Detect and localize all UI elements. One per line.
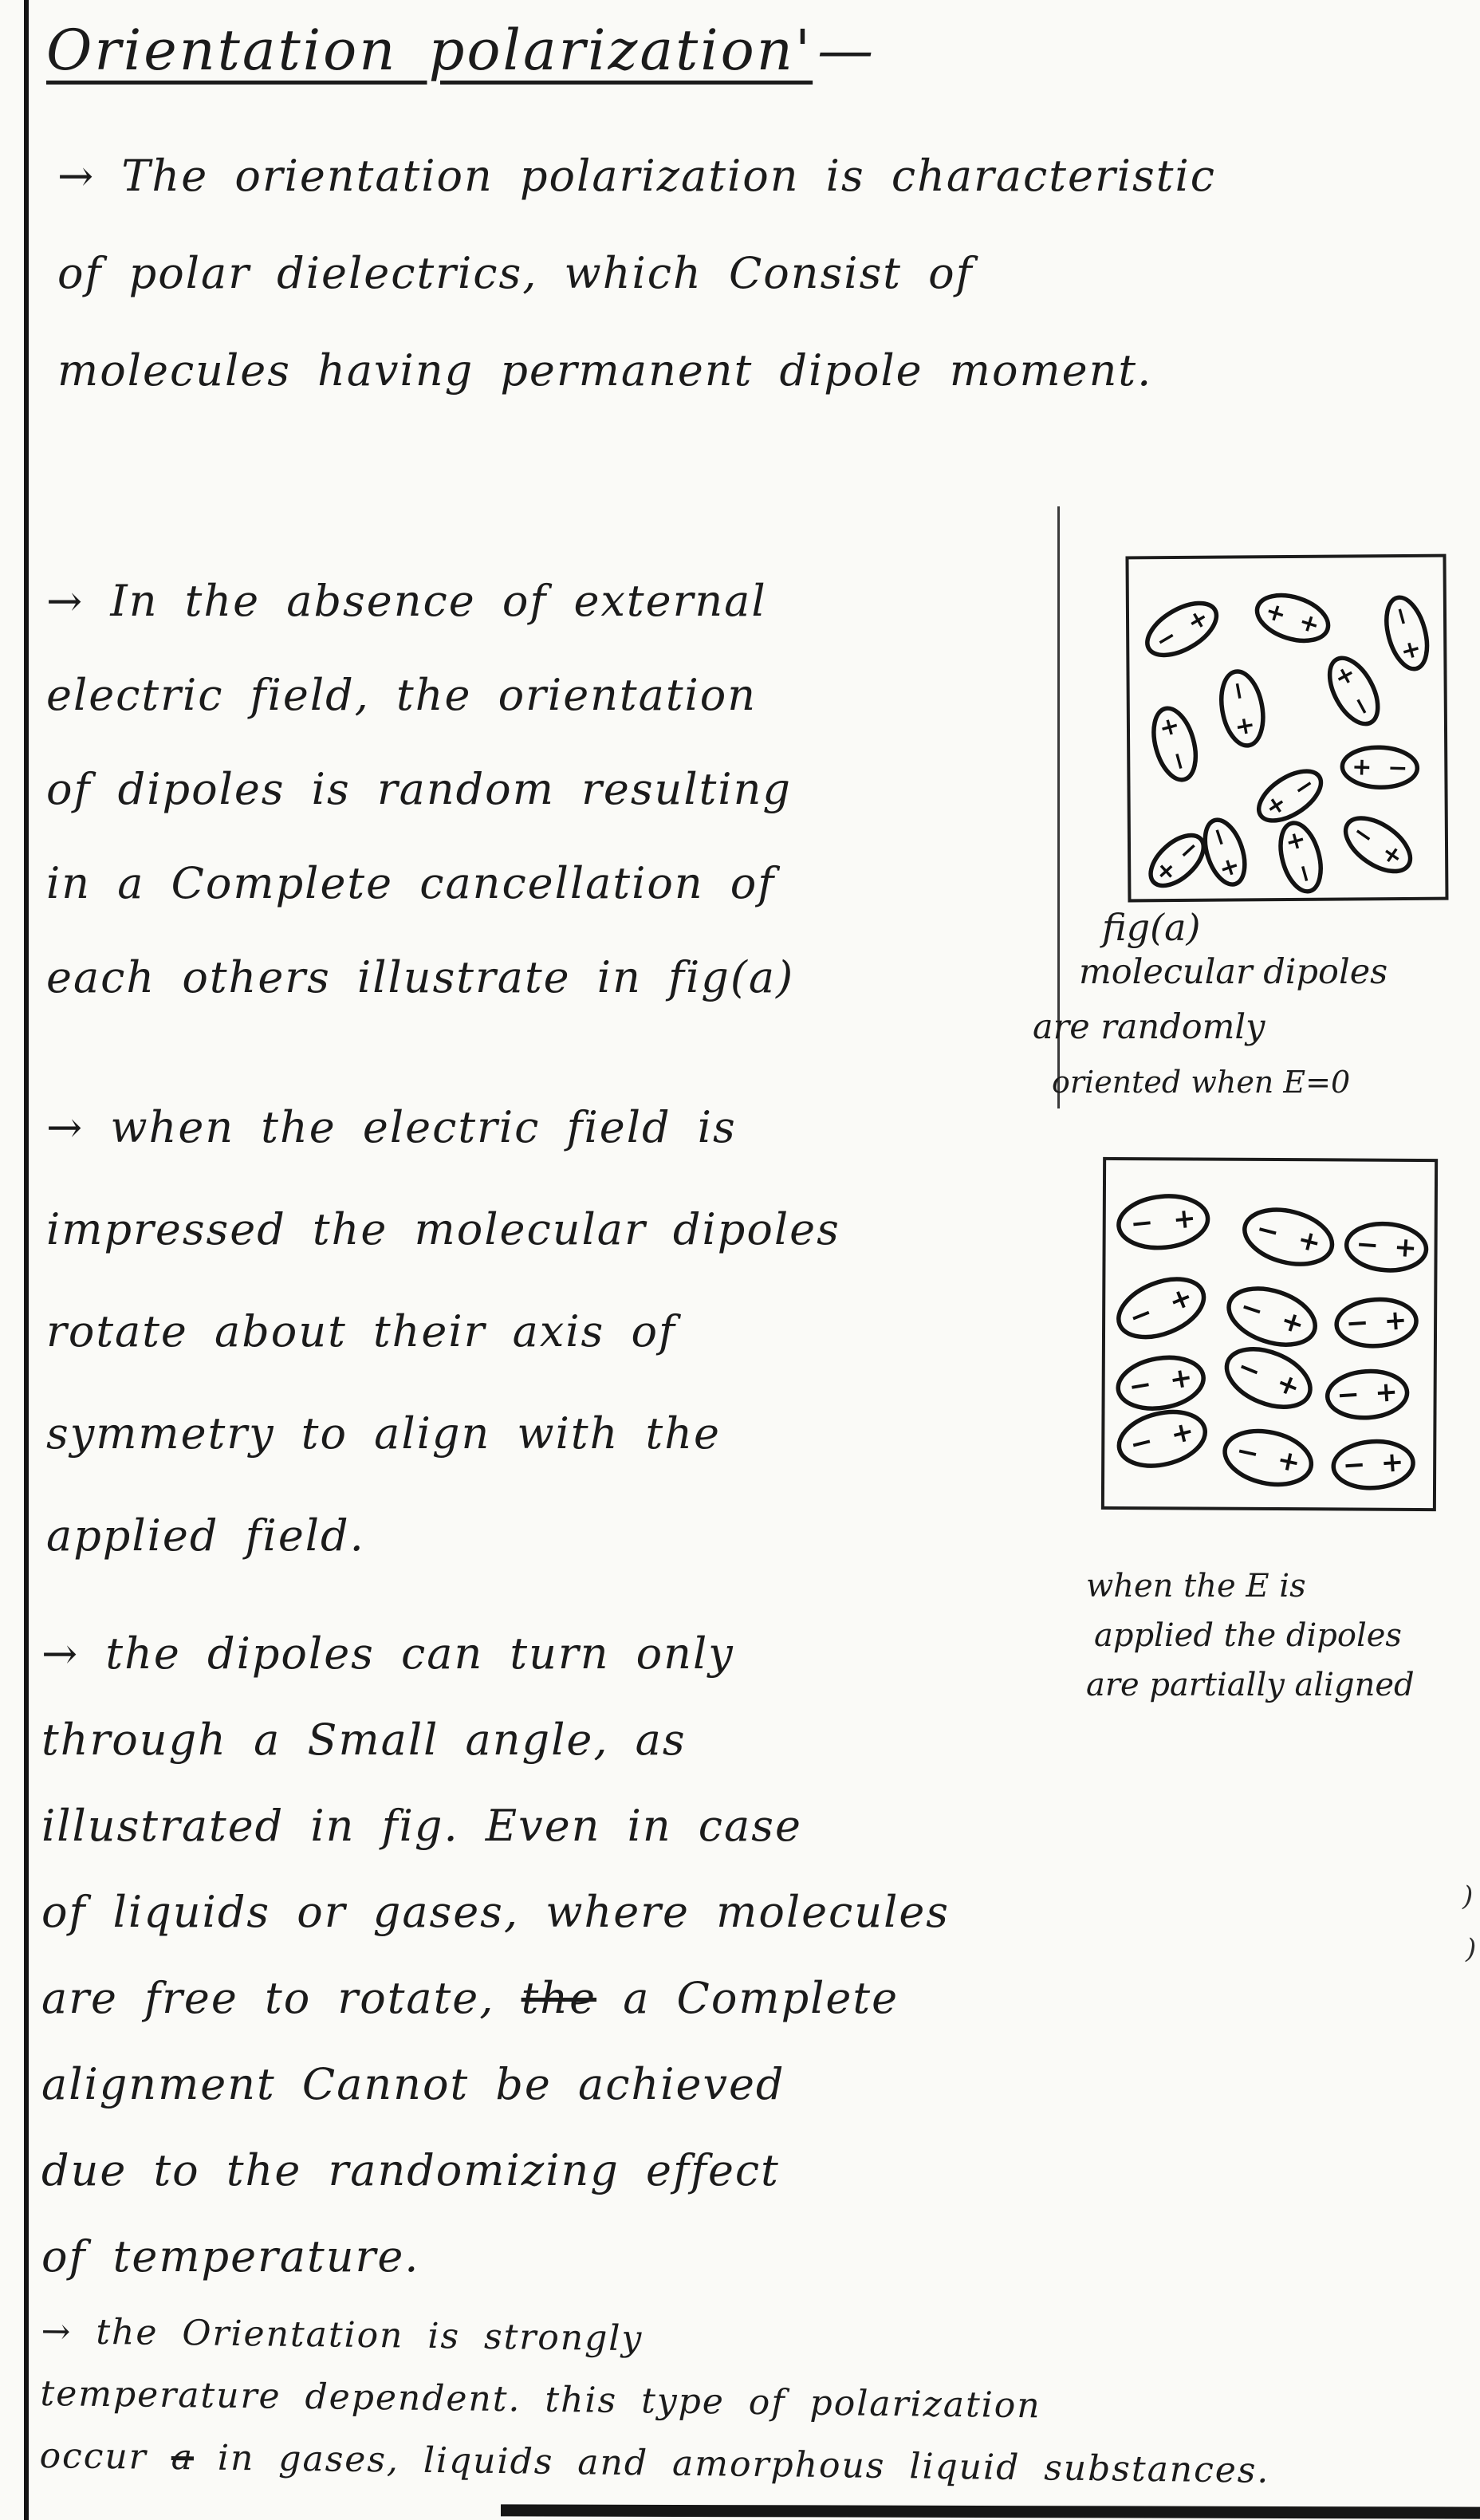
page-title xyxy=(46,18,876,83)
dipole-molecule xyxy=(1198,815,1252,890)
paragraph-intro xyxy=(57,128,1216,419)
text-line: applied field. xyxy=(46,1510,365,1561)
text-line-with-strikethrough xyxy=(41,1955,950,2042)
charge-sign: − xyxy=(1344,691,1379,723)
caption-line: when the E is xyxy=(1086,1568,1306,1605)
charge-sign: + xyxy=(1274,1443,1304,1480)
charge-sign: − xyxy=(1387,754,1408,783)
text-line: symmetry to align with the xyxy=(46,1408,721,1459)
charge-sign: + xyxy=(1277,1304,1309,1341)
dipole-molecule xyxy=(1238,1201,1337,1273)
charge-sign: − xyxy=(1289,860,1321,888)
text-line: of temperature. xyxy=(41,2231,420,2282)
charge-sign: − xyxy=(1163,747,1195,775)
charge-sign: + xyxy=(1376,837,1409,872)
text-line: impressed the molecular dipoles xyxy=(46,1204,840,1254)
text-line: due to the randomizing effect xyxy=(41,2145,780,2195)
charge-sign: + xyxy=(1167,1360,1195,1397)
charge-sign: + xyxy=(1295,607,1324,640)
title-dash: — xyxy=(817,18,876,83)
charge-sign: − xyxy=(1288,770,1321,805)
dipole-molecule xyxy=(1139,593,1225,666)
text-line: electric field, the orientation xyxy=(46,670,758,720)
charge-sign: − xyxy=(1150,621,1183,656)
caption-line: are partially aligned xyxy=(1086,1667,1415,1703)
dipole-molecule xyxy=(1345,1221,1428,1273)
dipole-molecule xyxy=(1326,1368,1409,1419)
text-line: → The orientation polarization is characteristic xyxy=(57,151,1216,201)
charge-sign: + xyxy=(1380,1446,1405,1480)
dipole-molecule xyxy=(1220,1423,1317,1492)
charge-sign: + xyxy=(1395,636,1427,664)
dipole-molecule xyxy=(1110,1268,1212,1349)
charge-sign: − xyxy=(1355,1227,1380,1262)
text-line: each others illustrate in fig(a) xyxy=(46,952,795,1002)
text-line: of liquids or gases, where molecules xyxy=(41,1887,951,1937)
text-segment: a Complete xyxy=(596,1973,899,2023)
struck-word: a xyxy=(171,2437,195,2479)
charge-sign: − xyxy=(1336,1378,1361,1412)
charge-sign: + xyxy=(1392,1230,1419,1265)
text-line: alignment Cannot be achieved xyxy=(41,2059,785,2109)
text-line: through a Small angle, as xyxy=(41,1715,687,1765)
dipole-molecule xyxy=(1113,1404,1210,1474)
caption-line: oriented when E=0 xyxy=(1052,1065,1351,1100)
charge-sign: − xyxy=(1232,1350,1266,1388)
paragraph-temperature xyxy=(39,2301,1272,2502)
charge-sign: − xyxy=(1222,678,1254,703)
dipole-molecule xyxy=(1147,703,1203,784)
charge-sign: − xyxy=(1171,833,1206,868)
paragraph-field-applied xyxy=(46,1077,840,1587)
scan-edge-artifact xyxy=(501,2504,1480,2518)
figure-b-caption xyxy=(1086,1561,1415,1710)
text-segment: in gases, liquids and amorphous liquid substances. xyxy=(193,2437,1270,2491)
charge-sign: − xyxy=(1126,1368,1155,1404)
stray-mark: ) xyxy=(1466,1933,1477,1965)
dipole-molecule xyxy=(1114,1352,1207,1415)
text-line: molecules having permanent dipole moment. xyxy=(57,345,1153,396)
dipole-molecule xyxy=(1273,818,1328,896)
charge-sign: + xyxy=(1294,1223,1325,1260)
charge-sign: − xyxy=(1126,1424,1157,1462)
charge-sign: + xyxy=(1383,1304,1408,1338)
paragraph-no-field xyxy=(46,554,794,1025)
paragraph-small-angle xyxy=(41,1611,950,2300)
dipole-molecule xyxy=(1335,1297,1418,1349)
charge-sign: − xyxy=(1341,1448,1367,1482)
dipole-molecule xyxy=(1218,1338,1319,1419)
charge-sign: + xyxy=(1182,603,1214,638)
charge-sign: − xyxy=(1233,1434,1262,1471)
figure-random-dipoles xyxy=(1119,549,1464,911)
charge-sign: + xyxy=(1279,827,1313,855)
caption-line: molecular dipoles xyxy=(1079,952,1388,992)
text-line: of dipoles is random resulting xyxy=(46,764,792,814)
charge-sign: + xyxy=(1167,1415,1198,1451)
text-line: → the Orientation is strongly xyxy=(41,2310,644,2360)
dipole-molecule xyxy=(1116,1192,1210,1252)
charge-sign: + xyxy=(1171,1202,1198,1236)
text-line: in a Complete cancellation of xyxy=(46,858,776,908)
charge-sign: − xyxy=(1236,1290,1268,1329)
text-line: → the dipoles can turn only xyxy=(41,1628,734,1679)
charge-sign: + xyxy=(1262,597,1290,630)
figure-a-caption xyxy=(1033,945,1388,1110)
charge-sign: + xyxy=(1271,1366,1305,1404)
charge-sign: − xyxy=(1347,817,1380,852)
charge-sign: + xyxy=(1153,714,1186,741)
page-margin-line xyxy=(24,0,29,2520)
charge-sign: + xyxy=(1373,1376,1399,1409)
charge-sign: − xyxy=(1253,1212,1283,1250)
dipole-molecule xyxy=(1142,826,1213,895)
charge-sign: + xyxy=(1229,714,1261,739)
charge-sign: − xyxy=(1202,823,1236,852)
dipole-molecule xyxy=(1216,668,1269,749)
charge-sign: + xyxy=(1328,660,1363,692)
charge-sign: + xyxy=(1260,788,1293,823)
text-line: → In the absence of external xyxy=(46,576,767,626)
charge-sign: − xyxy=(1128,1206,1155,1241)
struck-word: the xyxy=(521,1973,597,2023)
text-line: → when the electric field is xyxy=(46,1102,737,1152)
text-line: temperature dependent. this type of polarization xyxy=(40,2372,1041,2427)
charge-sign: + xyxy=(1351,753,1372,782)
dipole-molecule xyxy=(1336,808,1419,882)
page-title-text: Orientation polarization' xyxy=(46,18,813,83)
charge-sign: − xyxy=(1344,1306,1370,1341)
figure-a-label: fig(a) xyxy=(1102,906,1201,949)
charge-sign: − xyxy=(1124,1296,1158,1335)
charge-sign: + xyxy=(1149,853,1183,888)
caption-line: are randomly xyxy=(1033,1007,1265,1047)
figure-aligned-dipoles xyxy=(1098,1154,1443,1518)
text-line: illustrated in fig. Even in case xyxy=(41,1801,802,1851)
caption-line: applied the dipoles xyxy=(1094,1617,1402,1654)
dipole-molecule xyxy=(1332,1439,1415,1490)
text-line: of polar dielectrics, which Consist of xyxy=(57,248,974,298)
text-segment: are free to rotate, xyxy=(41,1973,522,2023)
dipole-molecule xyxy=(1250,762,1329,831)
dipole-molecule xyxy=(1380,593,1435,674)
dipole-molecule xyxy=(1320,650,1388,731)
charge-sign: + xyxy=(1213,853,1246,882)
text-segment: occur xyxy=(39,2435,172,2479)
dipole-molecule xyxy=(1251,587,1333,648)
stray-mark: ) xyxy=(1462,1880,1474,1912)
text-line: rotate about their axis of xyxy=(46,1306,676,1356)
charge-sign: − xyxy=(1385,603,1419,630)
dipole-molecule xyxy=(1342,746,1418,789)
dipole-molecule xyxy=(1222,1278,1322,1355)
charge-sign: + xyxy=(1164,1280,1198,1319)
